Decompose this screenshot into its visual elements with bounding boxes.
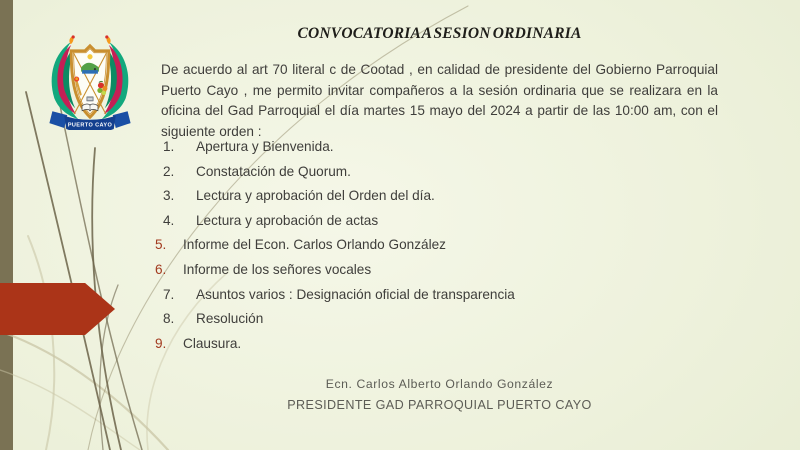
invitation-paragraph: De acuerdo al art 70 literal c de Cootad , en calidad de presidente del Gobierno Parroquial Puerto Cayo , me permito invitar compañeros a la sesión ordinaria que se realizara en la oficina del Gad Parroquial el día martes 15 mayo del 2024 a partir de las 10:00 am, con el siguiente orden : bbox=[161, 62, 718, 139]
agenda-item-number: 5. bbox=[155, 237, 167, 253]
signature-role: PRESIDENTE GAD PARROQUIAL PUERTO CAYO bbox=[287, 398, 592, 412]
agenda-item-number: 8. bbox=[163, 311, 175, 327]
agenda-item-number: 9. bbox=[155, 335, 167, 351]
signature-block bbox=[161, 374, 718, 416]
agenda-item bbox=[155, 337, 718, 351]
agenda-item-number: 7. bbox=[163, 286, 175, 302]
agenda-item-number: 6. bbox=[155, 261, 167, 277]
agenda-item-number: 1. bbox=[163, 139, 175, 154]
agenda-item bbox=[161, 140, 718, 154]
puerto-cayo-crest-logo bbox=[40, 31, 140, 130]
agenda-item bbox=[155, 238, 718, 252]
agenda-item-text: Informe del Econ. Carlos Orlando González bbox=[183, 237, 446, 253]
agenda-item-text: Resolución bbox=[196, 311, 264, 327]
agenda-item-text: Asuntos varios : Designación oficial de transparencia bbox=[196, 286, 515, 302]
agenda-item-number: 4. bbox=[163, 212, 175, 228]
agenda-item bbox=[161, 189, 718, 203]
agenda-item-text: Lectura y aprobación del Orden del día. bbox=[196, 188, 435, 204]
agenda-item bbox=[161, 214, 718, 228]
crest-shield-icon bbox=[71, 46, 109, 117]
agenda-item-number: 2. bbox=[163, 163, 175, 179]
agenda-item-text: Informe de los señores vocales bbox=[183, 261, 372, 277]
agenda-item-text: Constatación de Quorum. bbox=[196, 163, 351, 179]
agenda-item-number: 3. bbox=[163, 188, 175, 204]
agenda-item-text: Apertura y Bienvenida. bbox=[196, 139, 334, 154]
slide-title: CONVOCATORIA A SESION ORDINARIA bbox=[297, 25, 582, 42]
crest-banner-text: PUERTO CAYO bbox=[67, 122, 113, 129]
agenda-list bbox=[155, 139, 718, 361]
agenda-item bbox=[155, 263, 718, 277]
agenda-item-text: Lectura y aprobación de actas bbox=[196, 212, 379, 228]
agenda-item-text: Clausura. bbox=[183, 335, 242, 351]
agenda-item bbox=[161, 165, 718, 179]
signature-name: Ecn. Carlos Alberto Orlando González bbox=[325, 377, 554, 391]
agenda-item bbox=[161, 312, 718, 326]
agenda-item bbox=[161, 288, 718, 302]
